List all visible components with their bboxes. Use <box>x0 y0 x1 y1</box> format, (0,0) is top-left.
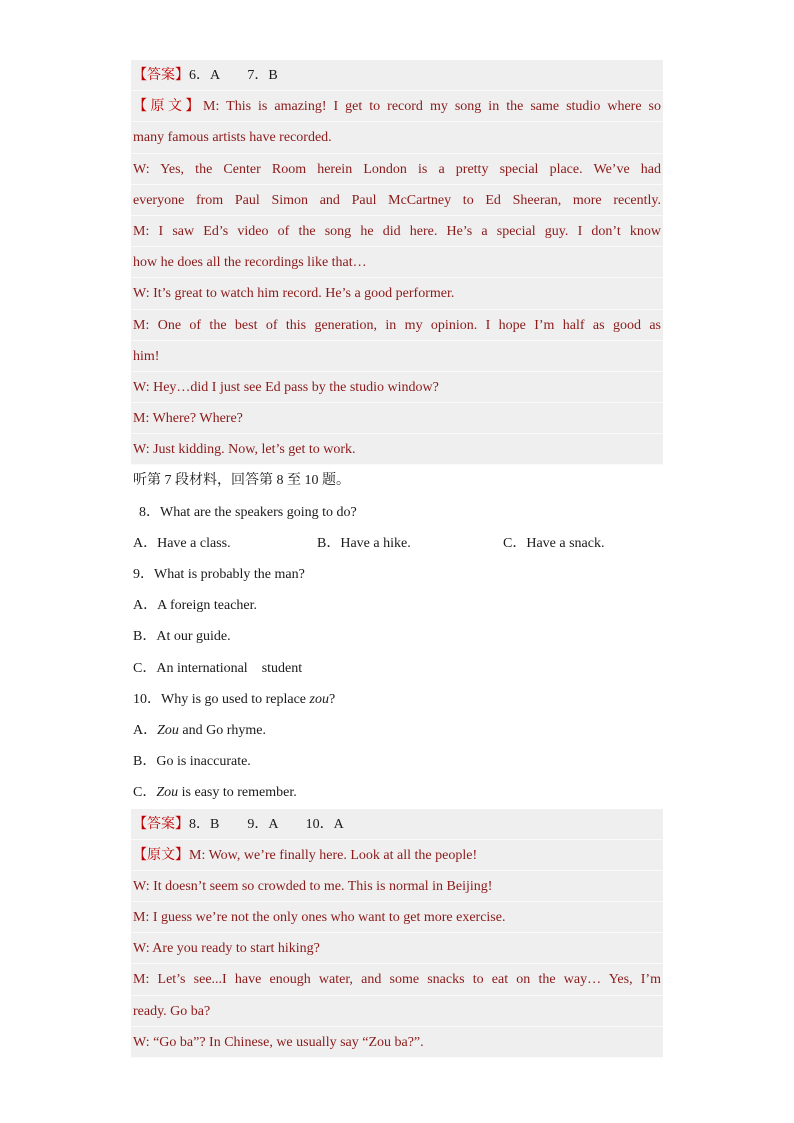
answer-block-2 <box>131 809 663 1059</box>
option-b: B．Go is inaccurate. <box>133 754 251 770</box>
transcript-text: M: This is amazing! I get to record my song in the same studio where so <box>203 99 661 115</box>
transcript-line: W: It’s great to watch him record. He’s a good performer. <box>131 278 663 309</box>
answer-tag: 【答案】 <box>133 68 189 83</box>
transcript-line: how he does all the recordings like that… <box>131 247 663 278</box>
transcript-line: him! <box>131 341 663 372</box>
option-b: B．Have a hike. <box>317 535 411 551</box>
transcript-line: many famous artists have recorded. <box>131 122 663 153</box>
option-italic-word: Zou <box>157 722 179 738</box>
transcript-line: W: “Go ba”? In Chinese, we usually say “Zou ba?”. <box>131 1027 663 1058</box>
transcript-line: M: I guess we’re not the only ones who want to get more exercise. <box>131 902 663 933</box>
answer-text: 6．A 7．B <box>189 68 278 83</box>
transcript-tag: 【原文】 <box>133 99 204 115</box>
answer-block-1 <box>131 60 663 465</box>
transcript-line: W: Just kidding. Now, let’s get to work. <box>131 434 663 465</box>
section-heading: 听第 7 段材料，回答第 8 至 10 题。 <box>133 473 350 489</box>
stem-text-end: ? <box>328 691 336 707</box>
option-c <box>131 777 663 808</box>
transcript-line: M: Where? Where? <box>131 403 663 434</box>
answer-text: 8．B 9．A 10．A <box>189 816 344 832</box>
option-text: and Go rhyme. <box>178 722 267 738</box>
option-b: B．At our guide. <box>133 629 231 645</box>
option-italic-word: Zou <box>156 785 179 801</box>
transcript-text: M: Wow, we’re finally here. Look at all the people! <box>189 847 478 863</box>
transcript-line: ready. Go ba? <box>131 996 663 1027</box>
answer-tag: 【答案】 <box>133 816 189 832</box>
option-letter: A． <box>133 722 158 738</box>
question-9-stem: 9．What is probably the man? <box>133 567 305 582</box>
answer-line <box>131 809 663 840</box>
transcript-line: M: One of the best of this generation, in my opinion. I hope I’m half as good as <box>131 310 663 341</box>
transcript-line: M: Let’s see...I have enough water, and some snacks to eat on the way… Yes, I’m <box>131 964 663 995</box>
option-a <box>131 715 663 746</box>
option-c: C．An international student <box>133 660 303 676</box>
transcript-line: W: Yes, the Center Room herein London is a pretty special place. We’ve had <box>131 154 663 185</box>
option-a: A．A foreign teacher. <box>133 598 258 614</box>
question-10-stem <box>131 684 663 715</box>
transcript-line <box>131 840 663 871</box>
question-8-stem: 8．What are the speakers going to do? <box>139 504 357 520</box>
option-letter: C． <box>133 785 157 801</box>
option-c: C．Have a snack. <box>503 535 605 551</box>
option-a: A．Have a class. <box>133 535 231 551</box>
transcript-line: W: Hey…did I just see Ed pass by the studio window? <box>131 372 663 403</box>
transcript-line <box>131 91 663 122</box>
option-text: is easy to remember. <box>178 785 297 801</box>
transcript-line: everyone from Paul Simon and Paul McCartney to Ed Sheeran, more recently. <box>131 185 663 216</box>
stem-text: 10．Why is go used to replace <box>133 691 310 707</box>
transcript-tag: 【原文】 <box>133 847 189 863</box>
transcript-line: M: I saw Ed’s video of the song he did here. He’s a special guy. I don’t know <box>131 216 663 247</box>
transcript-line: W: It doesn’t seem so crowded to me. This is normal in Beijing! <box>131 871 663 902</box>
question-8-options <box>131 528 663 559</box>
stem-italic-word: zou <box>309 691 329 707</box>
answer-line <box>131 60 663 91</box>
transcript-line: W: Are you ready to start hiking? <box>131 933 663 964</box>
document-page <box>131 60 663 1058</box>
